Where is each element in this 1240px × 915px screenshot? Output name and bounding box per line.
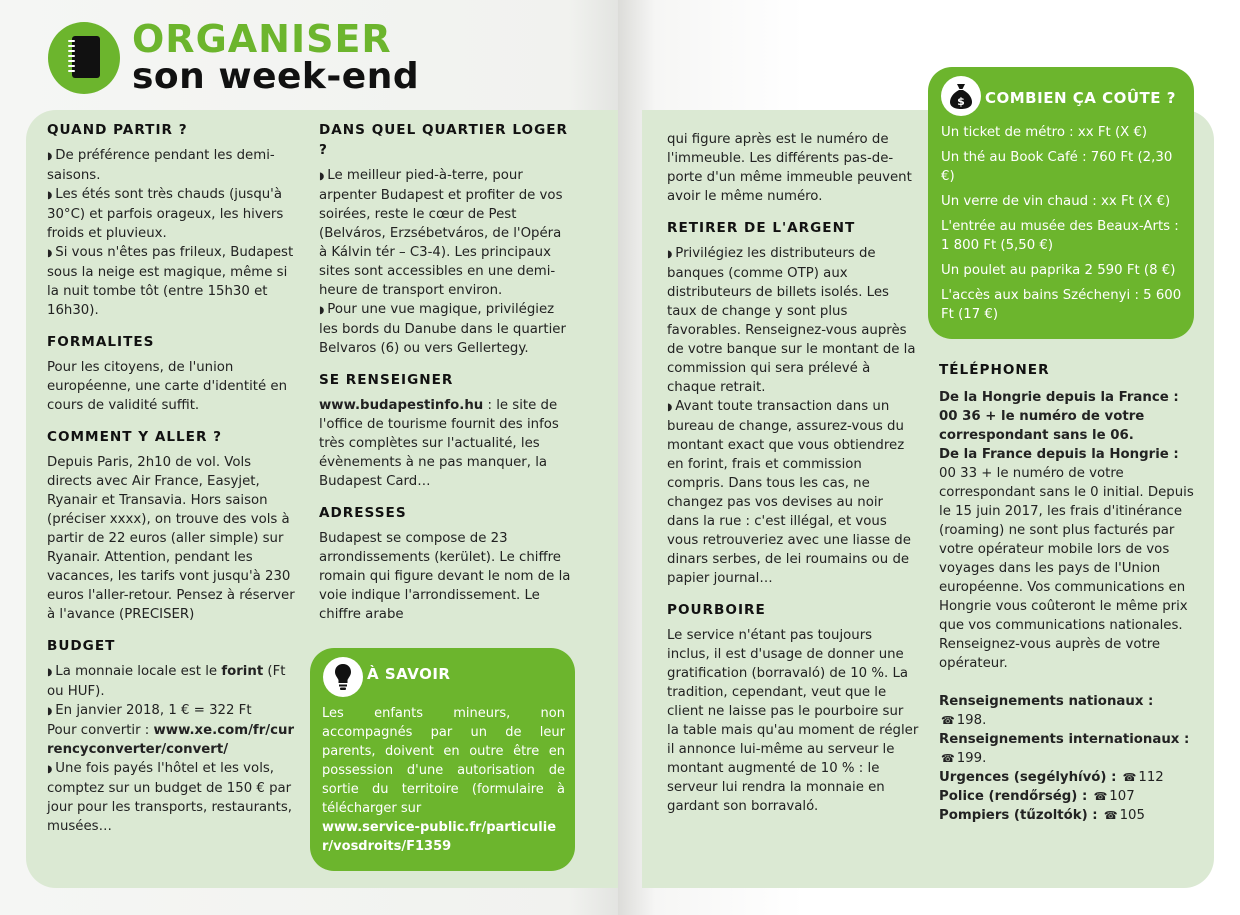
phone-number-row: Pompiers (tűzoltók) : ☎ 105 — [939, 808, 1145, 823]
from-hungary-text: De la France depuis la Hongrie : 00 33 + le numéro de votre correspondant sans le 0 initial. Depuis le 15 juin 2017, les frais d'itinérance (roaming) ne sont plus facturés par votre opérateur mobile lors de vos voyages dans les pays de l'Union européenne. Vos communications en Hongrie vous coûteront le même prix que vos communications nationales. Renseignez-vous auprès de votre opérateur. — [939, 447, 1194, 671]
bullet-text: ◗ Les étés sont très chauds (jusqu'à 30°C) et parfois orageux, les hivers froids et pluvieux. — [47, 185, 299, 243]
page-subtitle: son week-end — [132, 56, 420, 97]
svg-text:$: $ — [957, 95, 965, 108]
heading-retirer-argent: RETIRER DE L'ARGENT — [667, 220, 856, 236]
budget-bullet-1: ◗ La monnaie locale est le forint (Ft ou HUF). — [47, 662, 299, 701]
bullet-text: ◗ Pour une vue magique, privilégiez les bords du Danube dans le quartier Belvaros (6) ou vers Gellertegy. — [319, 300, 573, 358]
budget-bullet-2: ◗ En janvier 2018, 1 € = 322 Ft Pour convertir : www.xe.com/fr/currencyconverter/convert/ — [47, 701, 299, 759]
column-3 — [667, 130, 919, 816]
price-item: Un poulet au paprika 2 590 Ft (8 €) — [941, 263, 1176, 278]
a-savoir-box — [310, 648, 575, 871]
heading-adresses: ADRESSES — [319, 505, 407, 521]
phone-icon: ☎ — [1103, 809, 1118, 822]
phone-icon: ☎ — [941, 752, 955, 765]
heading-formalites: FORMALITES — [47, 334, 155, 350]
bullet-text: ◗ De préférence pendant les demi-saisons. — [47, 146, 299, 185]
phone-icon: ☎ — [941, 714, 955, 727]
price-item: L'entrée au musée des Beaux-Arts : 1 800 Ft (5,50 €) — [941, 219, 1179, 253]
phone-icon: ☎ — [1122, 771, 1137, 784]
heading-pourboire: POURBOIRE — [667, 602, 766, 618]
lightbulb-icon — [323, 657, 363, 697]
phone-number-row: Police (rendőrség) : ☎ 107 — [939, 789, 1135, 804]
xe-link[interactable]: www.xe.com/fr/currencyconverter/convert/ — [47, 723, 295, 757]
price-item: Un ticket de métro : xx Ft (X €) — [941, 125, 1148, 140]
heading-telephoner: TÉLÉPHONER — [939, 362, 1050, 378]
bullet-text: ◗ Privilégiez les distributeurs de banques (comme OTP) aux distributeurs de billets isolés. Les taux de change y sont plus favorables. Renseignez-vous auprès de votre banque sur le montant de la commission qui sera prélevé à chaque retrait. — [667, 244, 919, 397]
heading-comment-y-aller: COMMENT Y ALLER ? — [47, 429, 223, 445]
money-bag-icon — [941, 76, 981, 116]
price-item: L'accès aux bains Széchenyi : 5 600 Ft (17 €) — [941, 288, 1182, 322]
heading-quartier: DANS QUEL QUARTIER LOGER ? — [319, 122, 568, 158]
phone-icon: ☎ — [1093, 790, 1108, 803]
combien-ca-coute-box — [928, 67, 1194, 339]
column-2 — [319, 120, 573, 624]
combien-ca-coute-title: COMBIEN ÇA COÛTE ? — [985, 89, 1176, 107]
formalites-text: Pour les citoyens, de l'union européenne, une carte d'identité en cours de validité suffit. — [47, 360, 287, 413]
phone-number-row: Urgences (segélyhívó) : ☎ 112 — [939, 770, 1164, 785]
column-4 — [939, 360, 1195, 825]
phone-number-row: Renseignements internationaux : ☎ 199. — [939, 732, 1190, 766]
adresses-text: Budapest se compose de 23 arrondissements (kerület). Le chiffre romain qui figure devant le nom de la voie indique l'arrondissement. Le chiffre arabe — [319, 531, 571, 622]
a-savoir-text: Les enfants mineurs, non accompagnés par un de leur parents, doivent en outre être en possession d'une autorisation de sortie du territoire (formulaire à télécharger sur www.service-public.fr/particulier/vosdroits/F1359 — [322, 706, 565, 854]
page-title: ORGANISER — [132, 17, 392, 61]
budget-bullet-3: ◗ Une fois payés l'hôtel et les vols, comptez sur un budget de 150 € par jour pour les transports, restaurants, musées… — [47, 759, 299, 836]
phone-number-row: Renseignements nationaux : ☎ 198. — [939, 694, 1154, 728]
heading-budget: BUDGET — [47, 638, 116, 654]
a-savoir-title: À SAVOIR — [367, 665, 451, 683]
comment-aller-text: Depuis Paris, 2h10 de vol. Vols directs avec Air France, Easyjet, Ryanair et Transavia. Hors saison (préciser xxxx), on trouve des vols à partir de 22 euros (aller simple) sur Ryanair. Attention, pendant les vacances, les tarifs vont jusqu'à 230 euros l'aller-retour. Pensez à réserver à l'avance (PRECISER) — [47, 455, 295, 622]
adresses-continued-text: qui figure après est le numéro de l'immeuble. Les différents pas-de-porte d'un même immeuble peuvent avoir le même numéro. — [667, 132, 912, 204]
column-1 — [47, 120, 299, 836]
renseigner-text: www.budapestinfo.hu : le site de l'office de tourisme fournit des infos très complètes sur l'actualité, les évènements à ne pas manquer, la Budapest Card… — [319, 398, 559, 489]
price-list — [941, 123, 1187, 330]
budapestinfo-link[interactable]: www.budapestinfo.hu — [319, 398, 484, 413]
bullet-text: ◗ Le meilleur pied-à-terre, pour arpenter Budapest et profiter de vos soirées, reste le cœur de Pest (Belváros, Erzsébetváros, de l'Opéra à Kálvin tér – C3-4). Les principaux sites sont accessibles en une demi-heure de transport environ. — [319, 166, 573, 300]
service-public-link[interactable]: www.service-public.fr/particulier/vosdroits/F1359 — [322, 820, 557, 854]
heading-se-renseigner: SE RENSEIGNER — [319, 372, 454, 388]
from-france-text: De la Hongrie depuis la France : 00 36 + le numéro de votre correspondant sans le 06. — [939, 390, 1179, 443]
bullet-text: ◗ Avant toute transaction dans un bureau de change, assurez-vous du montant exact que vous obtiendrez en forint, frais et commission compris. Dans tous les cas, ne changez pas vos devises au noir dans la rue : c'est illégal, et vous vous retrouveriez avec une liasse de dinars serbes, de lei roumains ou de papier journal… — [667, 397, 919, 588]
heading-quand-partir: QUAND PARTIR ? — [47, 122, 188, 138]
pourboire-text: Le service n'étant pas toujours inclus, il est d'usage de donner une gratification (borravaló) de 10 %. La tradition, cependant, veut que le client ne laisse pas le pourboire sur la table mais qu'au moment de régler il annonce lui-même au serveur le montant augmenté de 10 % : le serveur lui rendra la monnaie en gardant son borravaló. — [667, 628, 919, 814]
bullet-text: ◗ Si vous n'êtes pas frileux, Budapest sous la neige est magique, même si la nuit tombe tôt (entre 15h30 et 16h30). — [47, 243, 299, 320]
notebook-icon — [48, 22, 120, 94]
price-item: Un verre de vin chaud : xx Ft (X €) — [941, 194, 1171, 209]
price-item: Un thé au Book Café : 760 Ft (2,30 €) — [941, 150, 1173, 184]
